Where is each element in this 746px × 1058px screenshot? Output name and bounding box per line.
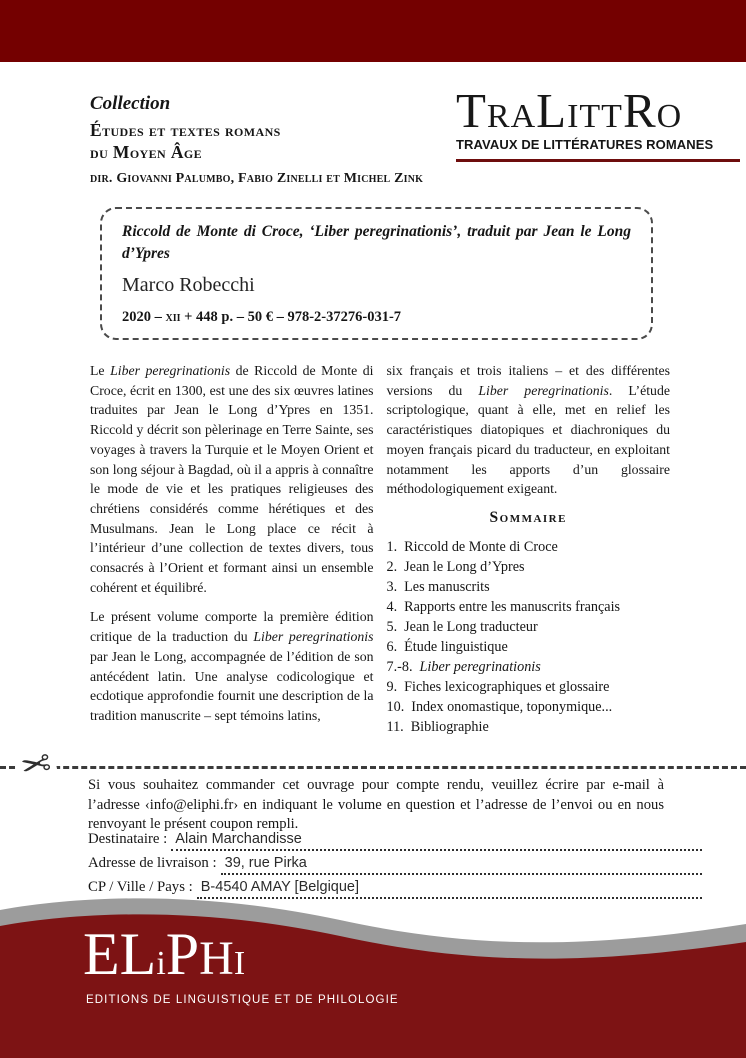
item-text: Jean le Long traducteur: [404, 618, 538, 635]
description-paragraph-2: Le présent volume comporte la première édition critique de la traduction du Liber peregrinationis par Jean le Long, accompagnée de l’édition de son antécédent latin. Une analyse codicologique et ecdotique approfondie fournit une description de la tradition manuscrite – sept témoins latins,: [90, 609, 374, 723]
item-text: Index onomastique, toponymique...: [411, 698, 613, 715]
item-number: 6.: [386, 638, 398, 655]
item-number: 10.: [386, 698, 405, 715]
series-directors: dir. Giovanni Palumbo, Fabio Zinelli et Michel Zink: [90, 171, 424, 186]
eliphi-letter: L: [119, 921, 157, 987]
item-number: 3.: [386, 578, 398, 595]
form-row-destinataire: [88, 830, 702, 854]
sommaire-item-1: [387, 537, 671, 557]
item-text: Jean le Long d’Ypres: [404, 558, 525, 575]
item-number: 4.: [386, 598, 398, 615]
tralittro-logo-block: [456, 83, 740, 162]
top-bar: [0, 0, 746, 62]
description-paragraph-1: Le Liber peregrinationis de Riccold de Monte di Croce, écrit en 1300, est une des six œuvres latines traduites par Jean le Long d’Ypres en 1351. Riccold y décrit son pèlerinage en Terre Sainte, ses voyages à travers la Turquie et le Moyen Orient et son long séjour à Bagdad, où il a appris à connaître le mode de vie et les pratiques religieuses des chrétiens considérés comme hérétiques et des Musulmans. Jean le Long place ce récit à l’intérieur d’une collection de textes divers, tous consacrés à l’Orient et formant ainsi un ensemble cohérent et équilibré.: [90, 363, 374, 595]
series-title-line2: du Moyen Âge: [90, 142, 203, 162]
eliphi-letter: P: [165, 921, 200, 987]
sommaire-item-5: [387, 617, 671, 637]
right-column: [387, 361, 671, 737]
item-text: Rapports entre les manuscrits français: [404, 598, 621, 615]
adresse-field[interactable]: [221, 854, 702, 875]
cp-ville-pays-value[interactable]: B-4540 AMAY [Belgique]: [200, 879, 360, 895]
destinataire-field[interactable]: [171, 830, 702, 851]
eliphi-letter: E: [83, 921, 120, 987]
tralittro-tagline: TRAVAUX DE LITTÉRATURES ROMANES: [456, 137, 714, 152]
sommaire-item-7-8: [387, 657, 671, 677]
page-footer: [0, 888, 746, 1058]
left-column: [90, 361, 374, 737]
sommaire-item-6: [387, 637, 671, 657]
logo-rule-divider: [456, 159, 740, 162]
item-text: Les manuscrits: [404, 578, 490, 595]
sommaire-item-4: [387, 597, 671, 617]
book-pub-info: 2020 – xii + 448 p. – 50 € – 978-2-37276-031-7: [122, 309, 402, 325]
series-title-line1: Études et textes romans: [90, 120, 281, 140]
item-number: 11.: [386, 718, 404, 735]
item-text: Liber peregrinationis: [419, 658, 541, 675]
adresse-label: Adresse de livraison :: [88, 855, 217, 871]
sommaire-item-10: [387, 697, 671, 717]
sommaire-heading: Sommaire: [489, 508, 567, 526]
series-title: [90, 119, 281, 163]
order-instructions: Si vous souhaitez commander cet ouvrage pour compte rendu, veuillez écrire par e-mail à l’adresse ‹info@eliphi.fr› en indiquant le volume en question et l’adresse de l’envoi ou en nous renvoyant le présent coupon rempli.: [88, 777, 664, 832]
book-author: Marco Robecchi: [122, 274, 255, 296]
eliphi-tagline: EDITIONS DE LINGUISTIQUE ET DE PHILOLOGIE: [86, 994, 399, 1006]
item-number: 2.: [386, 558, 398, 575]
description-paragraph-3: six français et trois italiens – et des différentes versions du Liber peregrinationis. L’étude scriptologique, quant à elle, met en relief les caractéristiques diatopiques et diachroniques du moyen français picard du traducteur, en exploitant notamment les apports d’un glossaire méthodologiquement exigeant.: [386, 363, 670, 497]
eliphi-letter: I: [233, 945, 246, 982]
form-row-adresse: [88, 854, 702, 878]
eliphi-letter: i: [156, 945, 166, 982]
item-number: 1.: [386, 538, 398, 555]
book-title: Riccold de Monte di Croce, ‘Liber peregrinationis’, traduit par Jean le Long d’Ypres: [122, 223, 631, 262]
collection-label: Collection: [90, 93, 171, 114]
item-text: Étude linguistique: [404, 638, 508, 655]
scissors-icon: ✂: [12, 741, 59, 791]
cp-ville-pays-label: CP / Ville / Pays :: [88, 879, 193, 895]
description-columns: [90, 361, 670, 737]
sommaire-item-9: [387, 677, 671, 697]
sommaire-item-11: [387, 717, 671, 737]
sommaire-item-3: [387, 577, 671, 597]
eliphi-logo: [83, 921, 246, 987]
book-info-box: [100, 207, 653, 340]
destinataire-label: Destinataire :: [88, 831, 168, 847]
item-number: 9.: [386, 678, 398, 695]
item-text: Riccold de Monte di Croce: [404, 538, 558, 555]
item-text: Fiches lexicographiques et glossaire: [404, 678, 610, 695]
item-number: 5.: [386, 618, 398, 635]
cut-line: [0, 766, 746, 769]
destinataire-value[interactable]: Alain Marchandisse: [175, 831, 302, 847]
item-number: 7.-8.: [386, 658, 413, 675]
adresse-value[interactable]: 39, rue Pirka: [224, 855, 307, 871]
item-text: Bibliographie: [410, 718, 489, 735]
tralittro-logo: TraLittRo: [456, 83, 683, 138]
eliphi-letter: H: [199, 932, 234, 985]
sommaire-item-2: [387, 557, 671, 577]
sommaire-list: [387, 537, 671, 737]
